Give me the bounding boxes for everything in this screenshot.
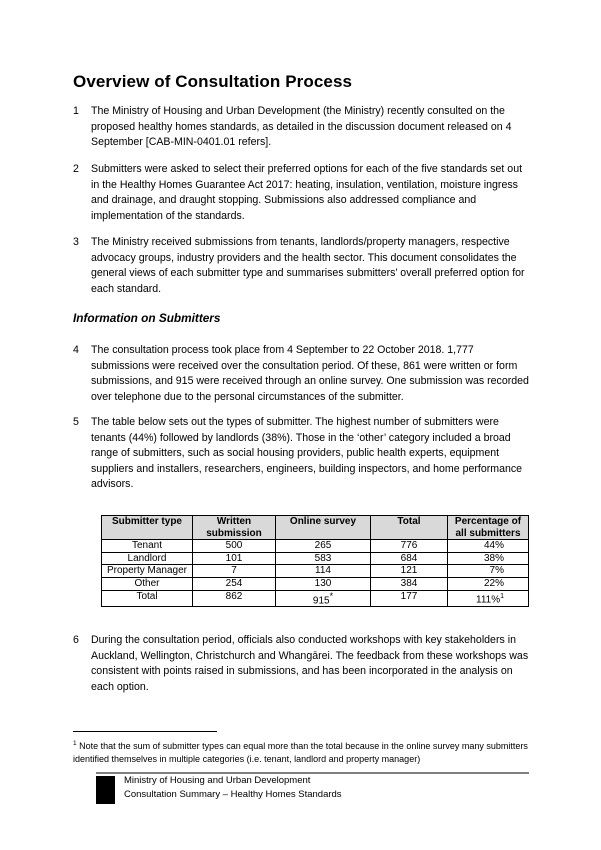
- cell-written: 500: [193, 540, 276, 553]
- section-heading: Information on Submitters: [73, 311, 221, 325]
- cell-type: Property Manager: [102, 565, 193, 578]
- cell-percentage: [448, 590, 529, 607]
- cell-written: 101: [193, 552, 276, 565]
- paragraph-6: [73, 633, 533, 695]
- cell-total: 177: [371, 590, 448, 607]
- cell-written: 862: [193, 590, 276, 607]
- paragraph-number: 6: [73, 634, 79, 646]
- footer: [124, 774, 342, 802]
- header-written-submission: Written submission: [193, 516, 276, 540]
- table-row: [102, 565, 529, 578]
- submitter-table: [101, 515, 529, 607]
- paragraph-number: 2: [73, 163, 79, 175]
- cell-written: 254: [193, 577, 276, 590]
- cell-online-value: 915: [312, 594, 330, 606]
- cell-total: 384: [371, 577, 448, 590]
- paragraph-2: [73, 162, 533, 224]
- cell-online: 114: [276, 565, 371, 578]
- paragraph-text: The Ministry received submissions from tenants, landlords/property managers, respective advocacy groups, industry providers and the health sector. This document consolidates the general views of each submitter type and summarises submitters’ overall preferred option for each standard.: [91, 236, 525, 295]
- cell-percentage-value: 111%: [476, 593, 501, 605]
- footnote-text: Note that the sum of submitter types can equal more than the total because in the online survey many submitters identified themselves in multiple categories (i.e. tenant, landlord and property manager): [73, 741, 528, 765]
- cell-percentage: 38%: [448, 552, 529, 565]
- footnote-reference: 1: [500, 592, 504, 600]
- asterisk-mark: *: [329, 590, 334, 601]
- footer-line-2: Consultation Summary – Healthy Homes Standards: [124, 789, 342, 800]
- table-row: [102, 540, 529, 553]
- table-row: [102, 552, 529, 565]
- cell-written: 7: [193, 565, 276, 578]
- cell-online: [276, 590, 371, 607]
- cell-online: 130: [276, 577, 371, 590]
- footer-line-1: Ministry of Housing and Urban Development: [124, 775, 311, 786]
- footer-logo-block: [96, 776, 115, 804]
- paragraph-text: The Ministry of Housing and Urban Development (the Ministry) recently consulted on the proposed healthy homes standards, as detailed in the discussion document released on 4 September [CAB-MIN-0401.01 refers].: [91, 105, 512, 148]
- header-online-survey: Online survey: [276, 516, 371, 540]
- cell-type: Total: [102, 590, 193, 607]
- paragraph-1: [73, 104, 533, 151]
- paragraph-text: The table below sets out the types of submitter. The highest number of submitters were tenants (44%) followed by landlords (38%). Those in the ‘other’ category included a broad range of submitters, such as social housing providers, public health experts, equipment suppliers and installers, researchers, engineers, building inspectors, and home performance advisors.: [91, 416, 523, 490]
- footnote: [73, 737, 533, 767]
- paragraph-5: [73, 415, 533, 493]
- cell-percentage: 7%: [448, 565, 529, 578]
- paragraph-number: 3: [73, 236, 79, 248]
- cell-percentage: 22%: [448, 577, 529, 590]
- paragraph-number: 5: [73, 416, 79, 428]
- paragraph-text: The consultation process took place from 4 September to 22 October 2018. 1,777 submissions were received over the consultation period. Of these, 861 were written or form submissions, and 915 were received through an online survey. One submission was recorded over telephone due to the personal circumstances of the submitter.: [91, 344, 529, 403]
- cell-type: Tenant: [102, 540, 193, 553]
- footnote-separator: [73, 731, 217, 732]
- table-header-row: [102, 516, 529, 540]
- paragraph-number: 4: [73, 344, 79, 356]
- paragraph-text: Submitters were asked to select their preferred options for each of the five standards set out in the Healthy Homes Guarantee Act 2017: heating, insulation, ventilation, moisture ingress and drainage, and draught stopping. Submissions also addressed compliance and implementation of the standards.: [91, 163, 523, 222]
- page-title: Overview of Consultation Process: [73, 72, 353, 91]
- paragraph-number: 1: [73, 105, 79, 117]
- header-total: Total: [371, 516, 448, 540]
- cell-total: 684: [371, 552, 448, 565]
- paragraph-4: [73, 343, 533, 405]
- paragraph-text: During the consultation period, officials also conducted workshops with key stakeholders in Auckland, Wellington, Christchurch and Whangārei. The feedback from these workshops was consistent with points raised in submissions, and has been incorporated in the analysis on each option.: [91, 634, 529, 693]
- table-row-total: [102, 590, 529, 607]
- header-percentage: Percentage of all submitters: [448, 516, 529, 540]
- cell-percentage: 44%: [448, 540, 529, 553]
- cell-total: 121: [371, 565, 448, 578]
- cell-online: 265: [276, 540, 371, 553]
- cell-total: 776: [371, 540, 448, 553]
- cell-type: Other: [102, 577, 193, 590]
- header-submitter-type: Submitter type: [102, 516, 193, 540]
- paragraph-3: [73, 235, 533, 297]
- cell-online: 583: [276, 552, 371, 565]
- footnote-mark: 1: [73, 740, 77, 747]
- cell-type: Landlord: [102, 552, 193, 565]
- table-row: [102, 577, 529, 590]
